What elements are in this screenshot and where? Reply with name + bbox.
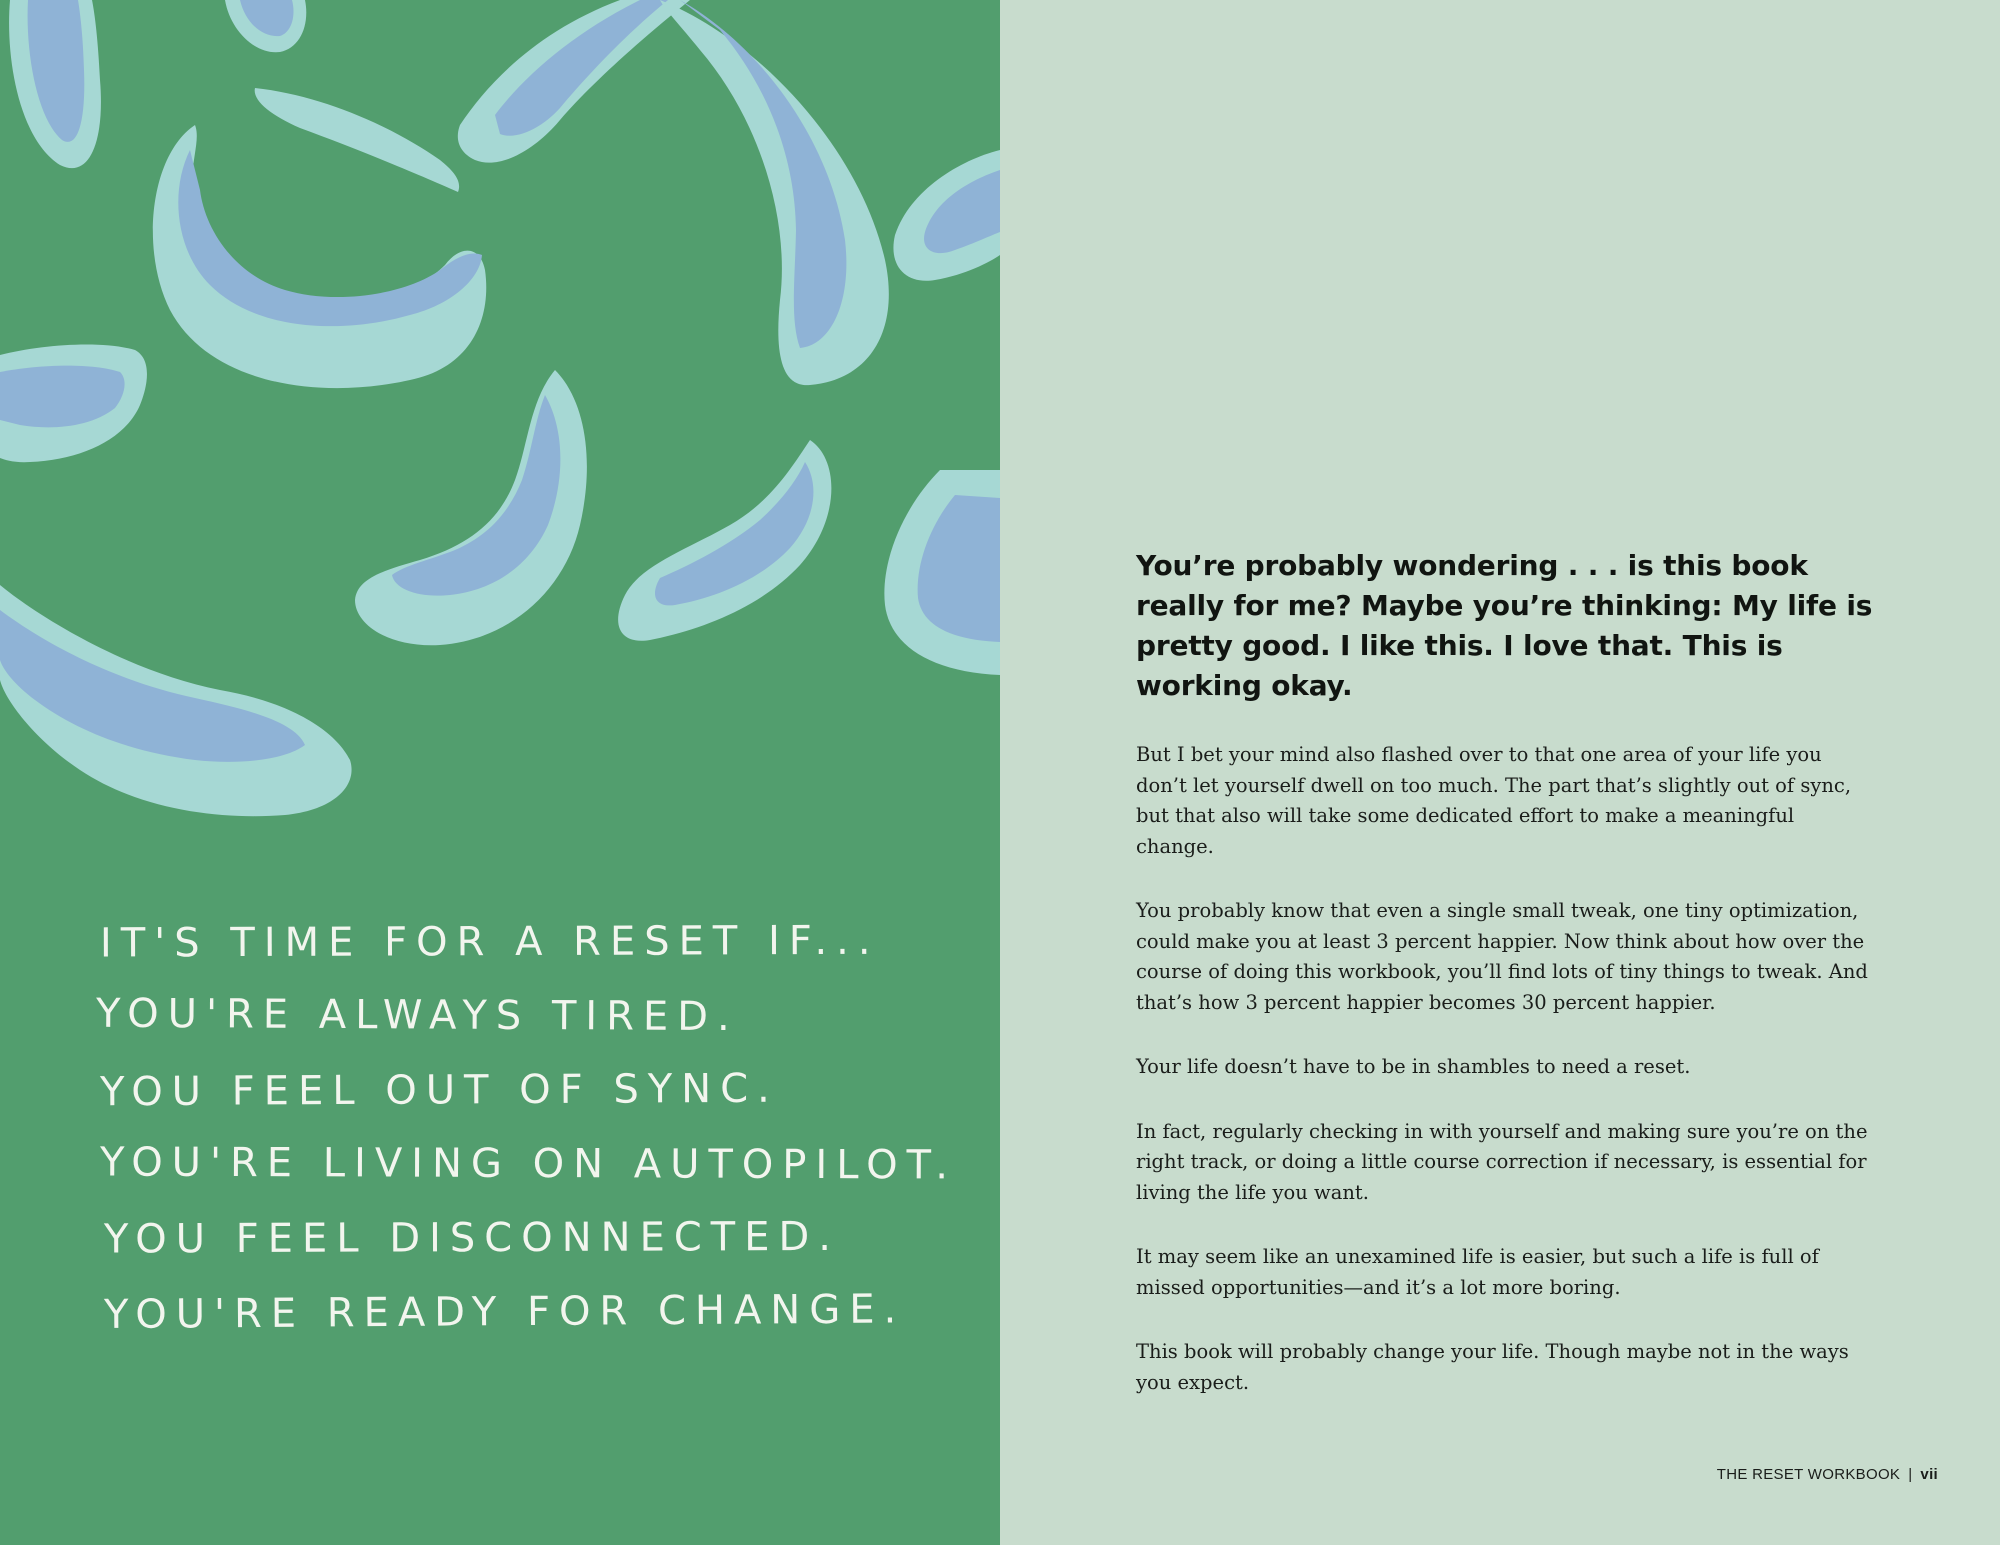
body-paragraph: Your life doesn’t have to be in shambles to need a reset. bbox=[1136, 1055, 1691, 1078]
lead-paragraph: You’re probably wondering . . . is this book really for me? Maybe you’re thinking: My life is pretty good. I like this. I love that. This is working okay. bbox=[1136, 549, 1873, 702]
body-paragraph: You probably know that even a single small tweak, one tiny optimization, could make you at least 3 percent happier. Now think about how over the course of doing this workbook, you’ll find lots of tiny things to tweak. And that’s how 3 percent happier becomes 30 percent happier. bbox=[1136, 899, 1868, 1014]
handwritten-line: YOU'RE LIVING ON AUTOPILOT. bbox=[99, 1139, 958, 1189]
brush-stroke bbox=[0, 345, 147, 463]
page-footer bbox=[1717, 1466, 1938, 1483]
brush-stroke bbox=[0, 585, 352, 816]
body-content bbox=[1136, 546, 1876, 1432]
brush-stroke bbox=[355, 370, 587, 645]
running-book-title: THE RESET WORKBOOK bbox=[1716, 1466, 1901, 1483]
brush-stroke bbox=[9, 0, 101, 168]
handwritten-reset-list bbox=[95, 905, 960, 1349]
brush-stroke bbox=[618, 440, 831, 641]
footer-separator: | bbox=[1908, 1466, 1913, 1483]
handwritten-line: IT'S TIME FOR A RESET IF... bbox=[99, 917, 880, 967]
brush-stroke bbox=[884, 470, 1000, 675]
brush-stroke bbox=[255, 88, 459, 192]
body-paragraph: It may seem like an unexamined life is easier, but such a life is full of missed opportunities—and it’s a lot more boring. bbox=[1136, 1245, 1819, 1299]
page-number: vii bbox=[1920, 1466, 1938, 1483]
body-paragraph: In fact, regularly checking in with yourself and making sure you’re on the right track, or doing a little course correction if necessary, is essential for living the life you want. bbox=[1136, 1119, 1868, 1204]
body-paragraph: This book will probably change your life. Though maybe not in the ways you expect. bbox=[1136, 1340, 1849, 1394]
brush-stroke bbox=[660, 0, 889, 385]
brush-stroke bbox=[225, 0, 306, 52]
handwritten-line: YOU FEEL OUT OF SYNC. bbox=[99, 1065, 779, 1116]
handwritten-line: YOU'RE ALWAYS TIRED. bbox=[95, 990, 739, 1041]
body-paragraph: But I bet your mind also flashed over to that one area of your life you don’t let yourself dwell on too much. The part that’s slightly out of sync, but that also will take some dedicated effort to make a meaningful change. bbox=[1136, 743, 1852, 858]
brush-stroke bbox=[458, 0, 690, 163]
handwritten-line: YOU'RE READY FOR CHANGE. bbox=[103, 1286, 906, 1338]
handwritten-line: YOU FEEL DISCONNECTED. bbox=[103, 1213, 841, 1263]
brush-stroke bbox=[893, 150, 1000, 281]
right-page-text bbox=[1000, 0, 2000, 1545]
